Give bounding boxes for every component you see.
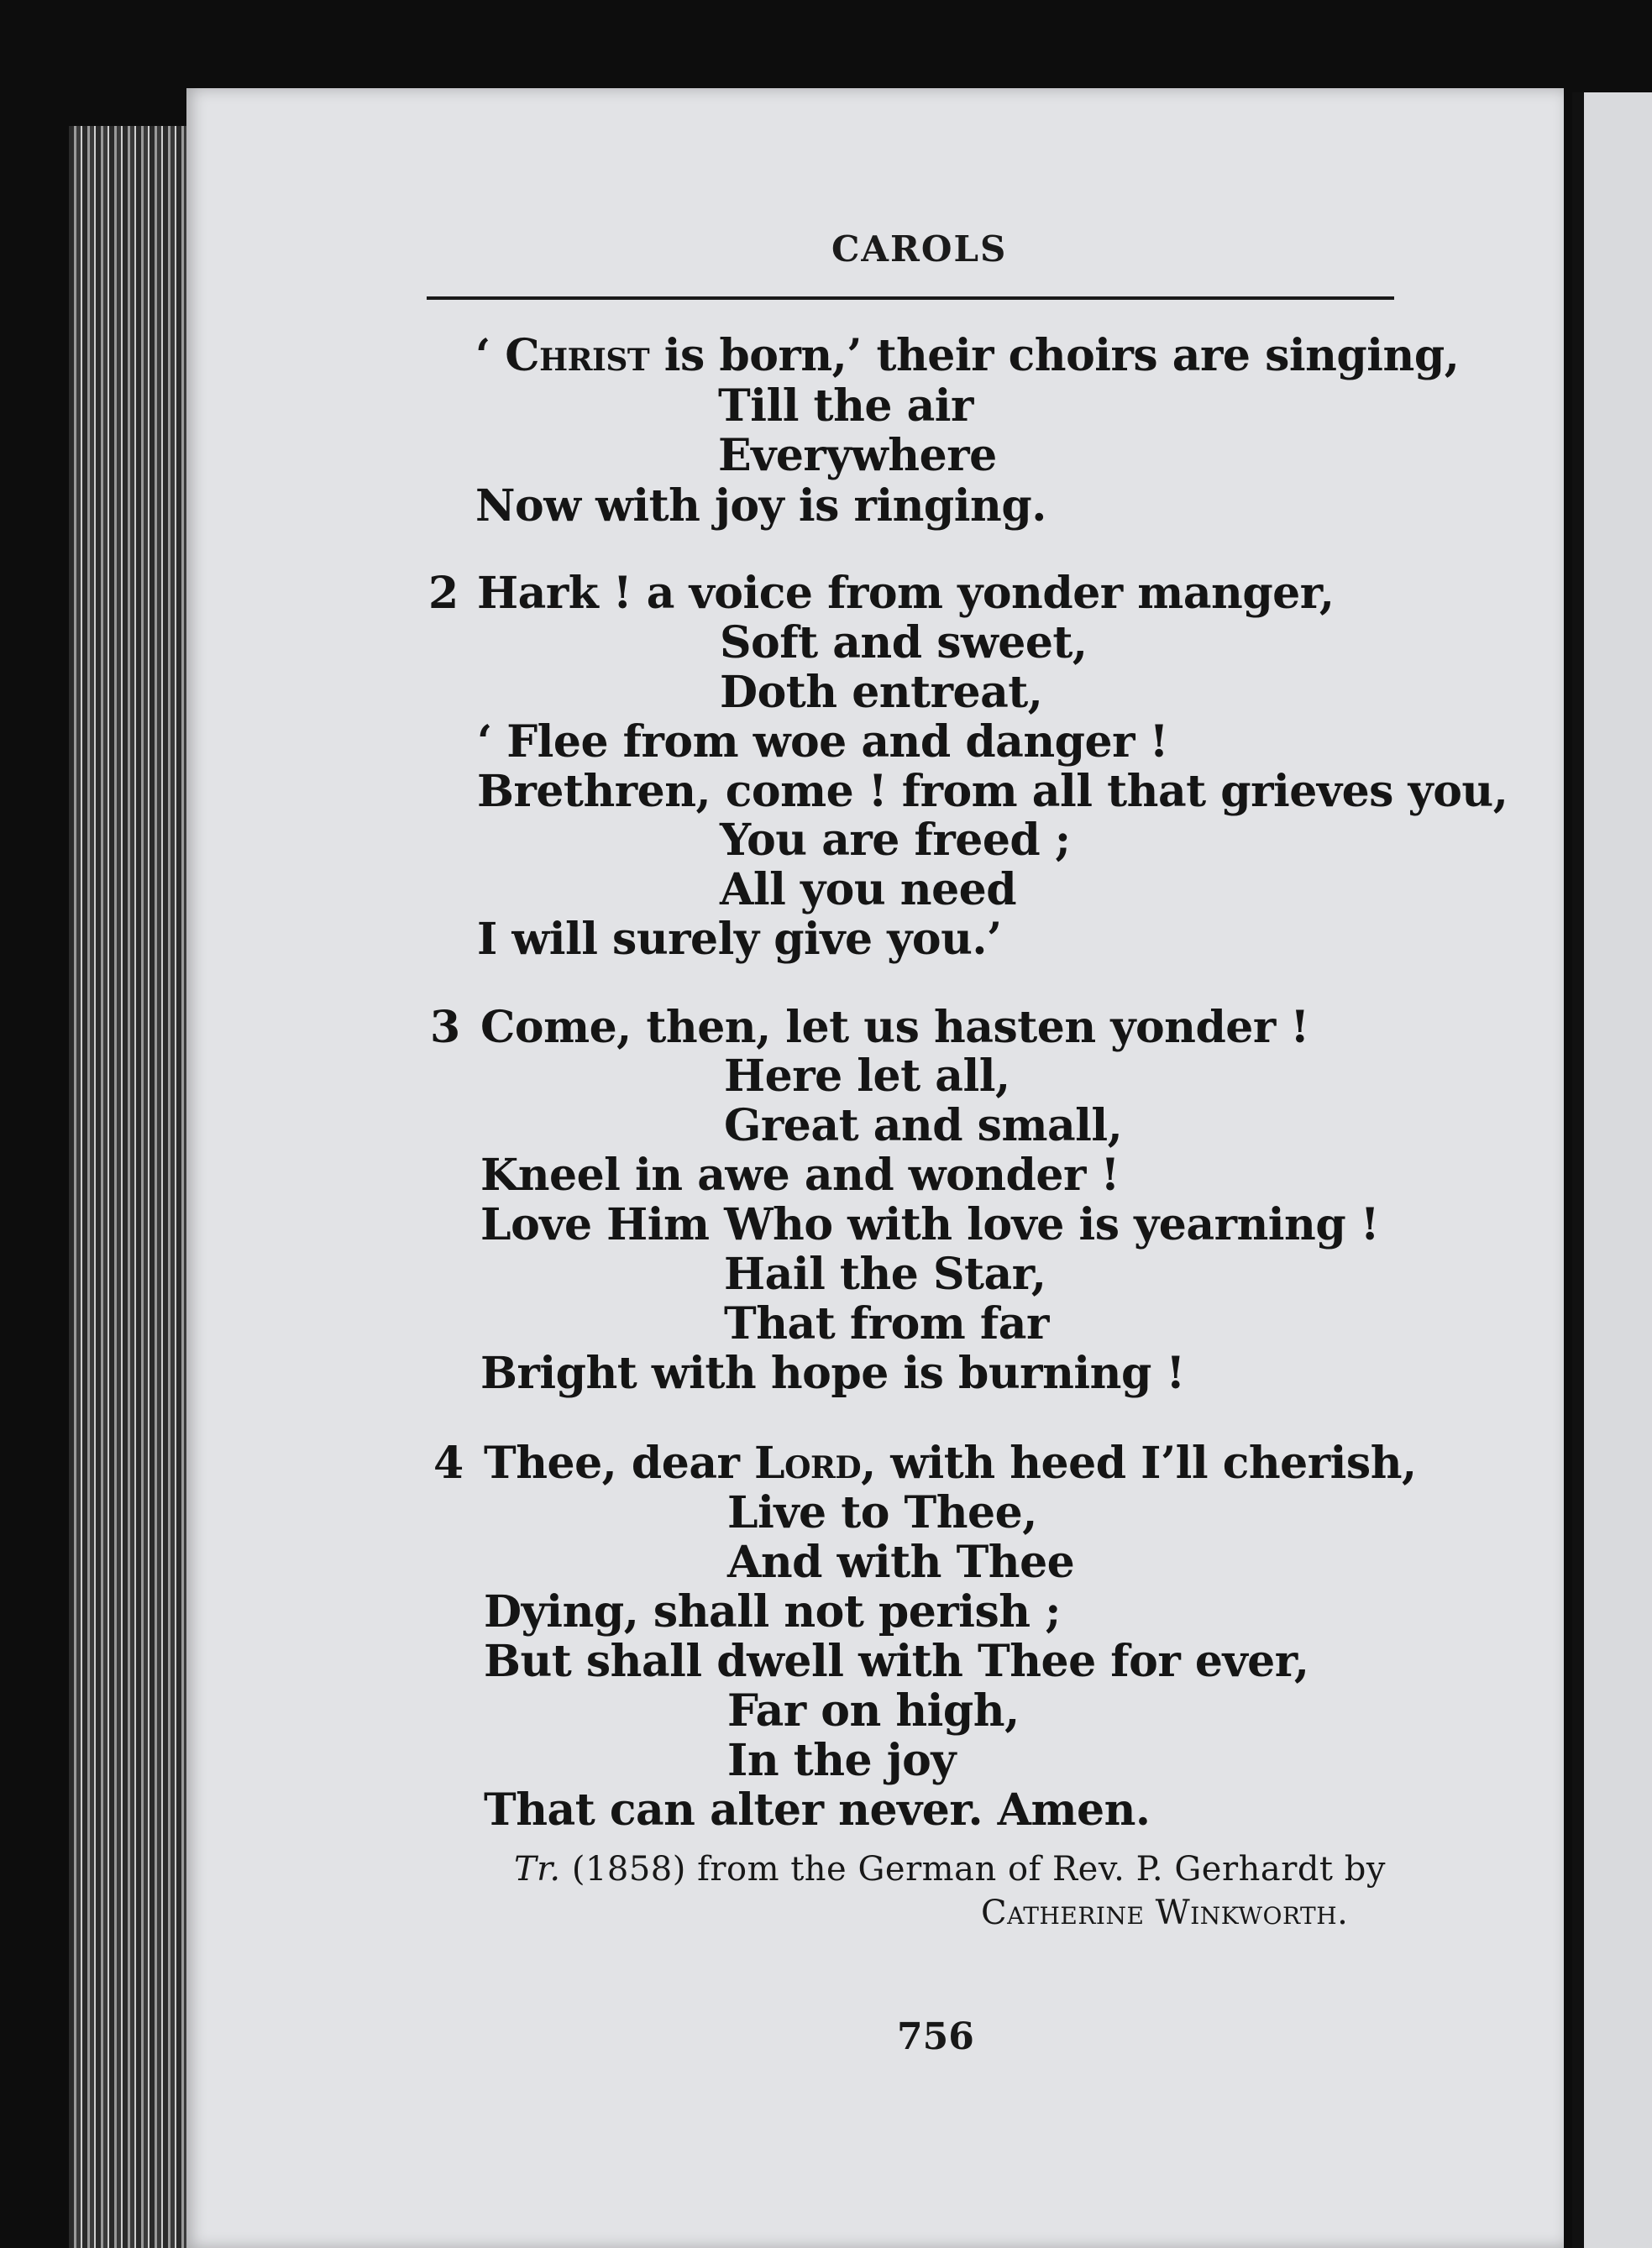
verse-line: In the joy	[727, 1735, 956, 1786]
verse-line: Come, then, let us hasten yonder !	[480, 1002, 1309, 1053]
verse-number: 3	[430, 1002, 461, 1053]
verse-line: Everywhere	[718, 430, 997, 481]
header-rule	[427, 296, 1394, 300]
verse-line: ‘ Christ is born,’ their choirs are singing,	[475, 330, 1460, 381]
verse-line: That from far	[724, 1298, 1049, 1349]
verse-line: Love Him Who with love is yearning !	[480, 1199, 1380, 1250]
verse-line: But shall dwell with Thee for ever,	[484, 1636, 1309, 1687]
verse-line: All you need	[720, 864, 1017, 915]
verse-line: Soft and sweet,	[720, 617, 1088, 668]
running-header: CAROLS	[831, 228, 1008, 270]
verse-line: Here let all,	[724, 1051, 1010, 1102]
verse-line: Now with joy is ringing.	[475, 480, 1046, 532]
verse-line: Brethren, come ! from all that grieves you,	[477, 766, 1508, 817]
verse-line: That can alter never. Amen.	[484, 1784, 1151, 1836]
verse-line: And with Thee	[727, 1537, 1075, 1588]
verse-number: 4	[433, 1438, 464, 1489]
attribution-line: Tr. (1858) from the German of Rev. P. Gerhardt by	[514, 1850, 1386, 1889]
page-number: 756	[897, 2015, 974, 2058]
verse-line: Kneel in awe and wonder !	[480, 1150, 1120, 1201]
verse-line: Far on high,	[727, 1685, 1020, 1737]
verse-line: Live to Thee,	[727, 1487, 1037, 1538]
verse-line: ‘ Flee from woe and danger !	[477, 716, 1168, 768]
verse-line: Dying, shall not perish ;	[484, 1586, 1061, 1638]
verse-line: I will surely give you.’	[477, 914, 1002, 965]
verse-line: Doth entreat,	[720, 667, 1043, 718]
verse-line: Till the air	[718, 380, 973, 432]
verse-number: 2	[428, 568, 459, 619]
verse-line: Hark ! a voice from yonder manger,	[477, 568, 1335, 619]
facing-page-edge	[1572, 92, 1652, 2248]
verse-line: Hail the Star,	[724, 1249, 1046, 1300]
verse-line: You are freed ;	[720, 815, 1071, 866]
verse-line: Thee, dear Lord, with heed I’ll cherish,	[484, 1438, 1417, 1489]
verse-line: Bright with hope is burning !	[480, 1348, 1185, 1399]
verse-line: Great and small,	[724, 1100, 1123, 1151]
translator-name: Catherine Winkworth.	[981, 1894, 1349, 1932]
book-page-edges	[69, 126, 195, 2248]
